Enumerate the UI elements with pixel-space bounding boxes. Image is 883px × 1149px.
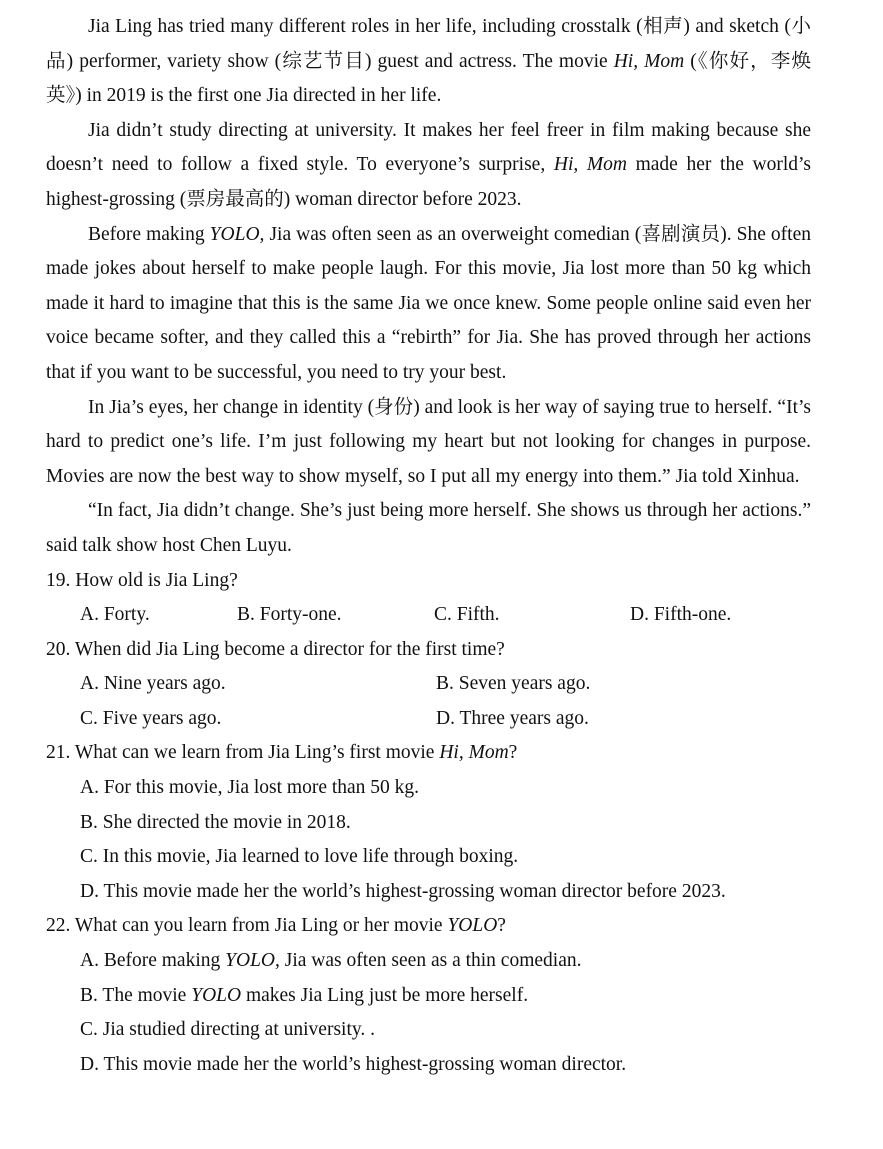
text-run: Jia didn’t study directing at university. It makes her feel freer in film making because she doesn’t need to follow a fixed style. To everyone’s surprise, [46, 119, 811, 176]
text-run: D. Three years ago. [436, 707, 589, 729]
question-stem [46, 909, 811, 944]
option-d [80, 1048, 811, 1083]
text-run: 19. How old is Jia Ling? [46, 569, 238, 591]
text-run: 22. What can you learn from Jia Ling or her movie [46, 915, 448, 937]
question-stem [46, 736, 811, 771]
option-a [80, 667, 436, 702]
text-run: ? [508, 742, 518, 764]
text-run: makes Jia Ling just be more herself. [241, 984, 529, 1006]
text-run: C. Five years ago. [80, 707, 222, 729]
option-c [80, 702, 436, 737]
text-run: ? [497, 915, 506, 937]
text-run: B. Seven years ago. [436, 673, 591, 695]
question-22 [46, 909, 811, 1082]
text-run: Jia was often seen as a thin comedian. [279, 950, 582, 972]
italic-title-text: Hi, Mom [439, 742, 509, 764]
text-run: D. This movie made her the world’s highest-grossing woman director before 2023. [80, 880, 726, 902]
italic-title-text: YOLO [447, 915, 498, 937]
option-b [80, 979, 811, 1014]
answer-options [46, 771, 811, 909]
passage-paragraph [46, 494, 811, 563]
text-run: Before making [88, 223, 210, 245]
option-a [80, 598, 237, 633]
question-20 [46, 633, 811, 737]
text-run: Jia was often seen as an overweight comedian (喜剧演员). She often made jokes about herself to make people laugh. For this movie, Jia lost more than 50 kg which made it hard to imagine that this is the same Jia we once knew. Some people online said even her voice became softer, and they called this a “rebirth” for Jia. She has proved through her actions that if you want to be successful, you need to try your best. [46, 223, 811, 383]
question-19 [46, 564, 811, 633]
option-a [80, 771, 811, 806]
option-c [80, 840, 811, 875]
option-c [434, 598, 630, 633]
option-c [80, 1013, 811, 1048]
answer-options [46, 667, 811, 736]
text-run: “In fact, Jia didn’t change. She’s just being more herself. She shows us through her actions.” said talk show host Chen Luyu. [46, 500, 811, 556]
italic-title-text: Hi, Mom [613, 50, 685, 72]
question-stem [46, 564, 811, 599]
option-d [630, 598, 811, 633]
passage-paragraph [46, 10, 811, 114]
passage-paragraph [46, 391, 811, 495]
passage-paragraph [46, 114, 811, 218]
text-run: B. She directed the movie in 2018. [80, 811, 351, 833]
passage-paragraph [46, 218, 811, 391]
text-run: B. The movie [80, 984, 192, 1006]
italic-title-text: Hi, Mom [553, 154, 627, 176]
text-run: B. Forty-one. [237, 604, 342, 626]
text-run: 20. When did Jia Ling become a director for the first time? [46, 638, 505, 660]
answer-options [46, 944, 811, 1082]
text-run: (《你好，李焕英》) in 2019 is the first one Jia directed in her life. [46, 50, 812, 107]
text-run: A. For this movie, Jia lost more than 50 kg. [80, 777, 420, 799]
option-b [80, 806, 811, 841]
text-run: A. Forty. [80, 604, 150, 626]
text-run: A. Nine years ago. [80, 673, 226, 695]
option-b [436, 667, 811, 702]
text-run: A. Before making [80, 950, 226, 972]
text-run: 21. What can we learn from Jia Ling’s first movie [46, 742, 440, 764]
text-run: C. Fifth. [434, 604, 500, 626]
text-run: In Jia’s eyes, her change in identity (身份) and look is her way of saying true to herself. “It’s hard to predict one’s life. I’m just following my heart but not looking for changes in purpose. Movies are now the best way to show myself, so I put all my energy into them.” Jia told Xinhua. [46, 396, 811, 487]
reading-passage [46, 10, 811, 564]
text-run: C. Jia studied directing at university. . [80, 1019, 375, 1041]
italic-title-text: YOLO [191, 984, 242, 1006]
italic-title-text: YOLO, [225, 950, 280, 972]
text-run: D. This movie made her the world’s highest-grossing woman director. [80, 1053, 627, 1075]
italic-title-text: YOLO, [209, 223, 265, 245]
text-run: C. In this movie, Jia learned to love life through boxing. [80, 846, 519, 868]
option-a [80, 944, 811, 979]
question-stem [46, 633, 811, 668]
answer-options [46, 598, 811, 633]
option-d [436, 702, 811, 737]
text-run: Jia Ling has tried many different roles in her life, including crosstalk (相声) and sketch (小品) performer, variety show (综艺节目) guest and actress. The movie [46, 16, 811, 72]
option-b [237, 598, 434, 633]
question-21 [46, 736, 811, 909]
text-run: D. Fifth-one. [630, 604, 732, 626]
text-run: made her the world’s highest-grossing (票房最高的) woman director before 2023. [46, 154, 812, 210]
option-d [80, 875, 811, 910]
